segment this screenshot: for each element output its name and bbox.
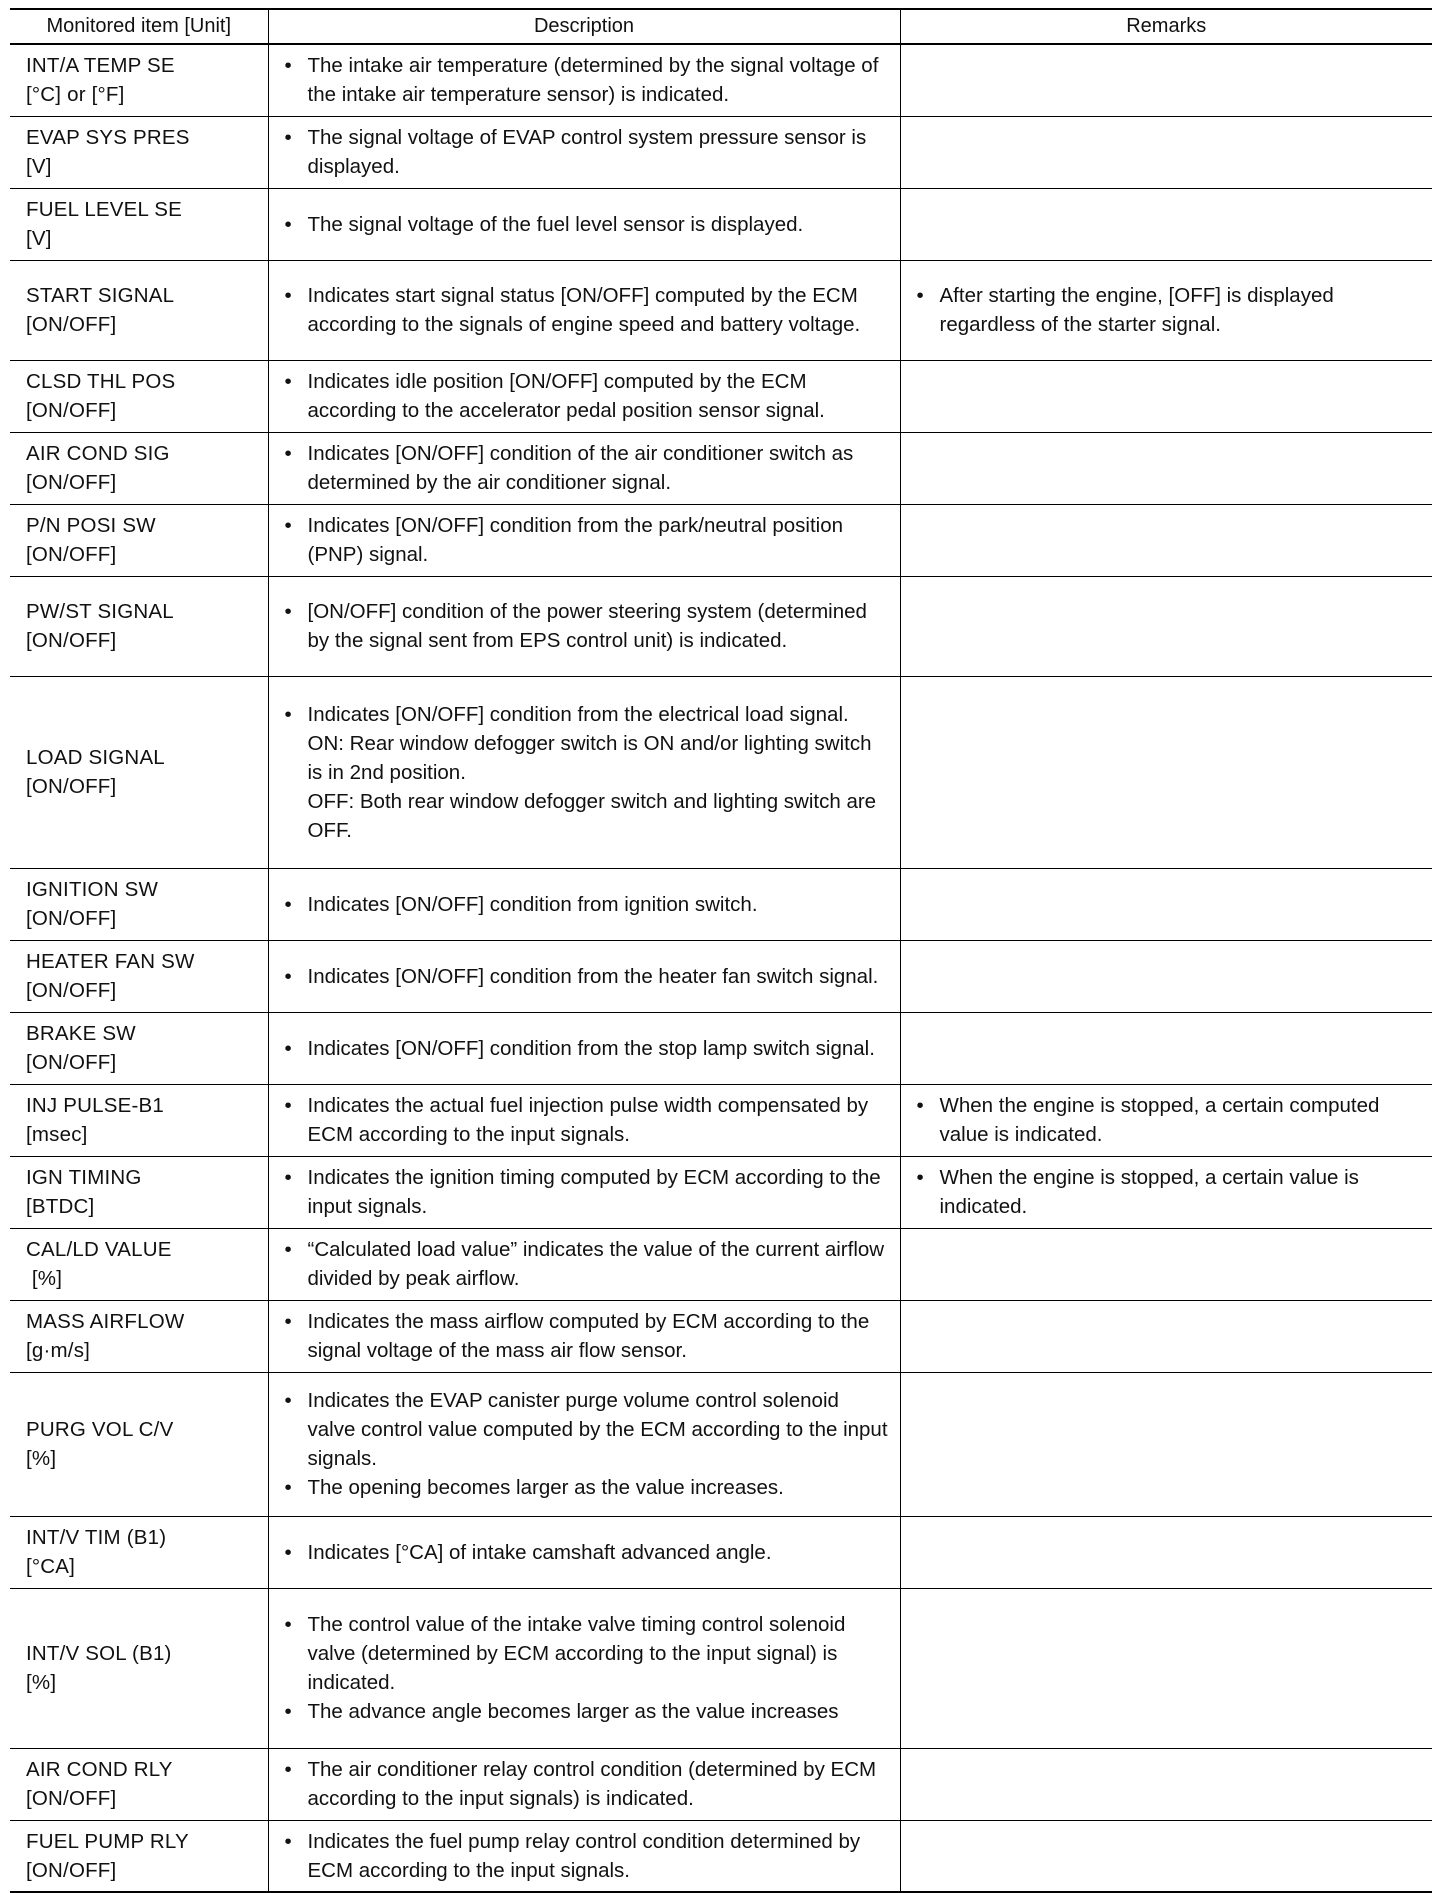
item-name: MASS AIRFLOW [26,1310,185,1333]
description-cell [268,1156,900,1228]
item-name: BRAKE SW [26,1022,136,1045]
item-name: P/N POSI SW [26,514,156,537]
description-bullet [283,123,892,181]
description-content [269,367,900,425]
description-list [283,511,892,569]
monitored-item-cell [10,1588,268,1748]
monitored-item-cell [10,1820,268,1892]
monitored-item-cell [10,1748,268,1820]
table-row [10,432,1432,504]
monitored-item-cell [10,1012,268,1084]
description-cell [268,116,900,188]
remarks-cell [900,432,1432,504]
item-name: INT/V SOL (B1) [26,1642,172,1665]
description-cell [268,1588,900,1748]
description-bullet [283,962,892,991]
remarks-cell [900,116,1432,188]
remarks-cell [900,1300,1432,1372]
description-text: The air conditioner relay control condition (determined by ECM according to the input signals) is indicated. [307,1758,877,1810]
description-bullet [283,1034,892,1063]
remarks-cell [900,1820,1432,1892]
table-row [10,504,1432,576]
description-text: Indicates [ON/OFF] condition of the air conditioner switch as determined by the air conditioner signal. [307,442,854,494]
description-list [283,123,892,181]
monitored-item [10,123,268,181]
table-row [10,868,1432,940]
monitored-item [10,367,268,425]
description-cell [268,188,900,260]
description-text: Indicates idle position [ON/OFF] computed by the ECM according to the accelerator pedal position sensor signal. [307,370,825,422]
monitored-item-cell [10,676,268,868]
remarks-cell [900,676,1432,868]
description-bullet [283,1386,892,1473]
description-content [269,1034,900,1063]
item-unit: [%] [26,1671,57,1694]
description-list [283,51,892,109]
table-row [10,1228,1432,1300]
item-unit: [V] [26,155,52,178]
remarks-cell [900,868,1432,940]
monitored-item [10,875,268,933]
description-text: The intake air temperature (determined by the signal voltage of the intake air temperature sensor) is indicated. [307,54,879,107]
description-list [283,1386,892,1502]
description-cell [268,1820,900,1892]
description-text: Indicates the fuel pump relay control condition determined by ECM according to the input signals. [307,1829,861,1882]
item-name: AIR COND SIG [26,442,170,465]
description-cell [268,1228,900,1300]
monitored-item-cell [10,44,268,116]
description-content [269,890,900,919]
table-row [10,1300,1432,1372]
remarks-cell [900,1228,1432,1300]
description-bullet [283,1473,892,1502]
description-bullet [283,1235,892,1293]
monitored-item-cell [10,360,268,432]
table-row [10,1516,1432,1588]
item-unit: [g·m/s] [26,1339,91,1362]
table-row [10,188,1432,260]
item-name: IGNITION SW [26,878,159,901]
table-row [10,1820,1432,1892]
monitored-item [10,597,268,655]
description-list [283,439,892,497]
description-text: Indicates the EVAP canister purge volume control solenoid valve control value computed by the ECM according to the input signals. [307,1389,888,1470]
description-list [283,700,892,845]
monitored-item-cell [10,576,268,676]
description-bullet [283,1755,892,1813]
description-content [269,700,900,845]
description-text: Indicates [ON/OFF] condition from the stop lamp switch signal. [307,1036,875,1060]
item-unit: [BTDC] [26,1195,95,1218]
description-bullet [283,597,892,655]
description-cell [268,576,900,676]
item-unit: [ON/OFF] [26,979,117,1002]
monitored-item [10,1639,268,1697]
description-text: Indicates [ON/OFF] condition from ignition switch. [307,892,758,916]
item-name: EVAP SYS PRES [26,126,190,149]
description-text: Indicates [ON/OFF] condition from the electrical load signal. [307,702,849,726]
description-content [269,597,900,655]
description-content [269,1163,900,1221]
item-unit: [msec] [26,1123,88,1146]
monitored-item [10,1415,268,1473]
remarks-cell [900,360,1432,432]
monitored-item-cell [10,1156,268,1228]
description-cell [268,1516,900,1588]
monitored-item-cell [10,1516,268,1588]
item-unit: [ON/OFF] [26,543,117,566]
description-cell [268,1300,900,1372]
description-text: Indicates start signal status [ON/OFF] computed by the ECM according to the signals of engine speed and battery voltage. [307,284,861,336]
description-list [283,1610,892,1726]
monitored-items-table [10,8,1432,1893]
description-content [269,962,900,991]
table-header-row [10,9,1432,44]
remarks-cell [900,260,1432,360]
monitored-item [10,743,268,801]
header-description: Description [268,9,900,44]
item-unit: [ON/OFF] [26,907,117,930]
monitored-item [10,1523,268,1581]
description-content [269,1827,900,1885]
description-cell [268,432,900,504]
remarks-list [915,281,1425,339]
remarks-cell [900,1372,1432,1516]
table-row [10,676,1432,868]
item-name: CLSD THL POS [26,370,176,393]
table-row [10,1012,1432,1084]
description-content [269,1235,900,1293]
table-row [10,44,1432,116]
item-unit: [%] [26,1447,57,1470]
description-content [269,1755,900,1813]
description-list [283,890,892,919]
description-content [269,1307,900,1365]
description-text: The signal voltage of the fuel level sensor is displayed. [307,212,804,236]
description-content [269,1610,900,1726]
item-unit: [ON/OFF] [26,1787,117,1810]
item-name: INT/A TEMP SE [26,54,175,78]
description-cell [268,1012,900,1084]
item-unit: [°CA] [26,1555,76,1578]
table-row [10,1156,1432,1228]
description-text: Indicates the mass airflow computed by ECM according to the signal voltage of the mass air flow sensor. [307,1310,870,1362]
description-list [283,1235,892,1293]
description-cell [268,360,900,432]
item-name: INJ PULSE-B1 [26,1094,164,1117]
table-row [10,1084,1432,1156]
table-row [10,1748,1432,1820]
remarks-cell [900,44,1432,116]
description-list [283,1091,892,1149]
item-name: FUEL PUMP RLY [26,1829,189,1853]
monitored-item [10,51,268,109]
item-name: PURG VOL C/V [26,1418,174,1441]
description-bullet [283,1091,892,1149]
description-bullet [283,700,892,845]
monitored-item-cell [10,1228,268,1300]
monitored-item [10,439,268,497]
monitored-items-table-container [10,8,1432,1893]
item-unit: [ON/OFF] [26,629,117,652]
description-content [269,1386,900,1502]
description-text: The advance angle becomes larger as the value increases [307,1700,839,1723]
remark-bullet: • When the engine is stopped, a certain computed value is indicated. [915,1091,1425,1149]
description-bullet [283,1827,892,1885]
description-bullet [283,1610,892,1697]
remarks-content [901,281,1433,339]
item-unit: [ON/OFF] [26,1858,117,1882]
description-content [269,51,900,109]
remarks-cell [900,1084,1432,1156]
description-content [269,1091,900,1149]
remarks-cell [900,1516,1432,1588]
monitored-item-cell [10,116,268,188]
item-name: START SIGNAL [26,284,175,307]
description-text: Indicates [°CA] of intake camshaft advanced angle. [307,1540,772,1564]
monitored-item [10,947,268,1005]
remarks-cell [900,188,1432,260]
description-cell [268,868,900,940]
item-name: CAL/LD VALUE [26,1238,172,1261]
item-unit: [°C] or [°F] [26,83,125,107]
monitored-item-cell [10,940,268,1012]
description-text: [ON/OFF] condition of the power steering system (determined by the signal sent from EPS control unit) is indicated. [307,600,867,652]
item-unit: [ON/OFF] [26,471,117,494]
monitored-item-cell [10,868,268,940]
description-list [283,281,892,339]
description-text: The opening becomes larger as the value increases. [307,1476,784,1499]
description-cell [268,676,900,868]
monitored-item [10,195,268,253]
item-name: HEATER FAN SW [26,950,195,973]
description-text: Indicates the ignition timing computed by ECM according to the input signals. [307,1166,881,1218]
description-bullet [283,1163,892,1221]
monitored-item [10,1235,268,1293]
item-name: LOAD SIGNAL [26,746,165,769]
description-cell [268,1084,900,1156]
description-list [283,597,892,655]
table-body [10,44,1432,1892]
description-content [269,210,900,239]
monitored-item [10,1091,268,1149]
monitored-item-cell [10,1372,268,1516]
description-text: “Calculated load value” indicates the value of the current airflow divided by peak airflow. [307,1238,885,1290]
item-name: IGN TIMING [26,1166,142,1189]
description-text: The control value of the intake valve timing control solenoid valve (determined by ECM according to the input signal) is indicated. [307,1613,846,1694]
description-content [269,439,900,497]
header-monitored-item: Monitored item [Unit] [10,9,268,44]
table-row [10,260,1432,360]
table-row [10,576,1432,676]
monitored-item-cell [10,432,268,504]
description-cell [268,1372,900,1516]
remarks-cell [900,576,1432,676]
description-list [283,1163,892,1221]
item-name: PW/ST SIGNAL [26,600,174,623]
remarks-content [901,1091,1433,1149]
monitored-item [10,1019,268,1077]
description-content [269,511,900,569]
remarks-cell [900,940,1432,1012]
description-bullet [283,1697,892,1726]
description-content [269,281,900,339]
description-bullet [283,511,892,569]
monitored-item [10,1307,268,1365]
description-bullet [283,890,892,919]
header-remarks: Remarks [900,9,1432,44]
description-content [269,1538,900,1567]
monitored-item-cell [10,1300,268,1372]
description-bullet [283,210,892,239]
description-bullet [283,439,892,497]
description-text: Indicates the actual fuel injection pulse width compensated by ECM according to the input signals. [307,1094,869,1146]
monitored-item-cell [10,188,268,260]
remarks-cell [900,1012,1432,1084]
remarks-cell [900,1748,1432,1820]
monitored-item-cell [10,504,268,576]
description-list [283,367,892,425]
monitored-item-cell [10,1084,268,1156]
monitored-item [10,1163,268,1221]
description-bullet [283,51,892,109]
description-bullet [283,1538,892,1567]
remark-bullet: • After starting the engine, [OFF] is displayed regardless of the starter signal. [915,281,1425,339]
remarks-list [915,1091,1425,1149]
table-row [10,116,1432,188]
description-text: Indicates [ON/OFF] condition from the park/neutral position (PNP) signal. [307,514,844,566]
table-row [10,360,1432,432]
description-list [283,1755,892,1813]
item-unit: [V] [26,227,52,250]
item-unit: [%] [26,1267,63,1290]
item-unit: [ON/OFF] [26,1051,117,1074]
table-row [10,1372,1432,1516]
description-list [283,1034,892,1063]
description-cell [268,260,900,360]
item-unit: [ON/OFF] [26,313,117,336]
item-unit: [ON/OFF] [26,775,117,798]
item-name: AIR COND RLY [26,1758,173,1781]
description-subline: OFF: Both rear window defogger switch and lighting switch are OFF. [307,789,877,842]
remarks-list [915,1163,1425,1221]
description-list [283,962,892,991]
remarks-content [901,1163,1433,1221]
remarks-cell [900,504,1432,576]
table-row [10,1588,1432,1748]
description-cell [268,44,900,116]
remarks-cell [900,1156,1432,1228]
item-unit: [ON/OFF] [26,399,117,422]
description-subline: ON: Rear window defogger switch is ON and/or lighting switch is in 2nd position. [307,731,872,784]
item-name: FUEL LEVEL SE [26,198,183,221]
description-text: Indicates [ON/OFF] condition from the heater fan switch signal. [307,964,879,988]
description-bullet [283,281,892,339]
remark-bullet: • When the engine is stopped, a certain value is indicated. [915,1163,1425,1221]
description-bullet [283,367,892,425]
description-cell [268,1748,900,1820]
description-list [283,1827,892,1885]
description-bullet [283,1307,892,1365]
item-name: INT/V TIM (B1) [26,1526,167,1549]
monitored-item [10,511,268,569]
monitored-item-cell [10,260,268,360]
description-content [269,123,900,181]
remarks-cell [900,1588,1432,1748]
description-list [283,1307,892,1365]
description-cell [268,940,900,1012]
description-list [283,210,892,239]
description-list [283,1538,892,1567]
monitored-item [10,1755,268,1813]
table-row [10,940,1432,1012]
description-text: The signal voltage of EVAP control system pressure sensor is displayed. [307,126,867,178]
monitored-item [10,1827,268,1885]
description-cell [268,504,900,576]
monitored-item [10,281,268,339]
